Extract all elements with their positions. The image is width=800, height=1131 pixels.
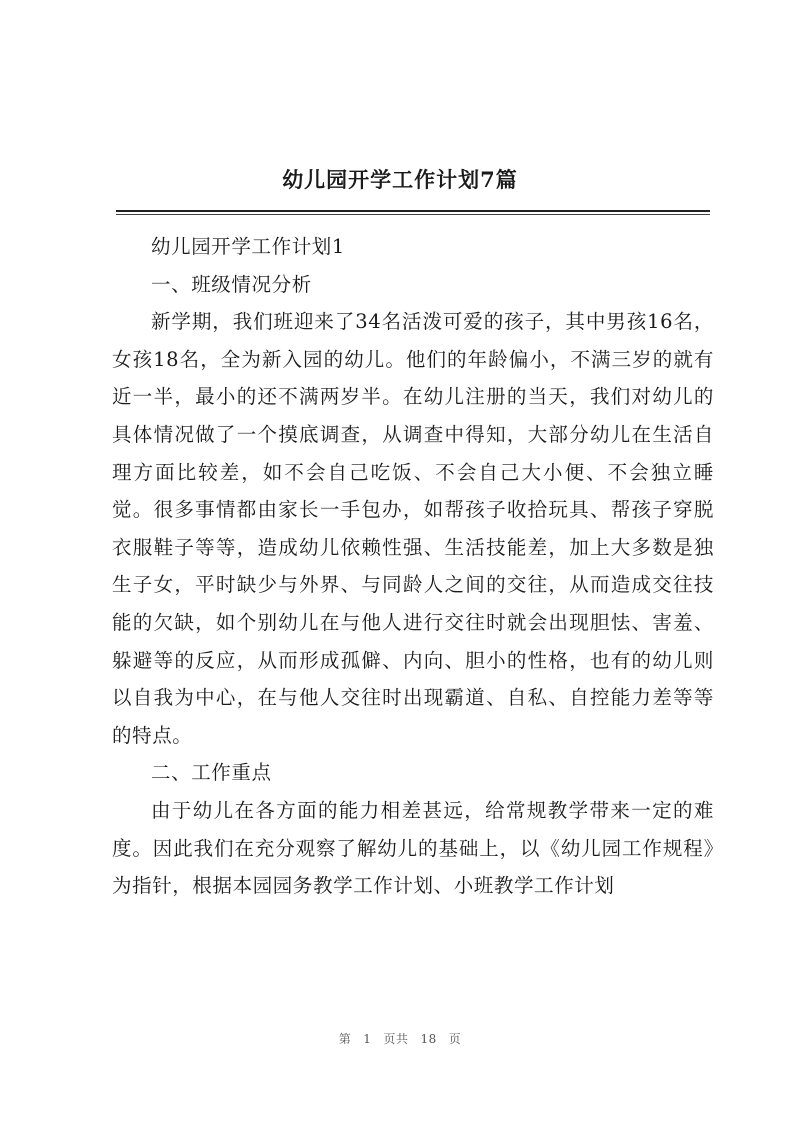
footer-prefix: 第 <box>338 1032 352 1046</box>
subsection-heading: 一、班级情况分析 <box>151 272 312 296</box>
body-paragraph: 新学期，我们班迎来了34名活泼可爱的孩子，其中男孩16名，女孩18名，全为新入园的幼儿。他们的年龄偏小，不满三岁的就有近一半，最小的还不满两岁半。在幼儿注册的当天，我们对幼儿的具体情况做了一个摸底调查，从调查中得知，大部分幼儿在生活自理方面比较差，如不会自己吃饭、不会自己大小便、不会独立睡觉。很多事情都由家长一手包办，如帮孩子收拾玩具、帮孩子穿脱衣服鞋子等等，造成幼儿依赖性强、生活技能差，加上大多数是独生子女，平时缺少与外界、与同龄人之间的交往，从而造成交往技能的欠缺，如个别幼儿在与他人进行交往时就会出现胆怯、害羞、躲避等的反应，从而形成孤僻、内向、胆小的性格，也有的幼儿则以自我为中心，在与他人交往时出现霸道、自私、自控能力差等等的特点。 <box>112 310 714 747</box>
footer-page-number: 1 <box>363 1032 372 1046</box>
body-paragraph: 由于幼儿在各方面的能力相差甚远，给常规教学带来一定的难度。因此我们在充分观察了解幼儿的基础上，以《幼儿园工作规程》为指针，根据本园园务教学工作计划、小班教学工作计划 <box>112 798 714 898</box>
subsection-heading: 二、工作重点 <box>151 761 272 785</box>
footer-middle: 页共 <box>383 1032 409 1046</box>
page-footer <box>0 1030 800 1047</box>
document-title: 幼儿园开学工作计划7篇 <box>282 167 518 192</box>
title-rule <box>116 210 710 212</box>
document-body <box>112 228 714 905</box>
section-heading: 幼儿园开学工作计划1 <box>151 235 345 258</box>
title-rule-thin <box>116 214 710 215</box>
footer-suffix: 页 <box>448 1032 462 1046</box>
footer-total-pages: 18 <box>420 1032 437 1046</box>
